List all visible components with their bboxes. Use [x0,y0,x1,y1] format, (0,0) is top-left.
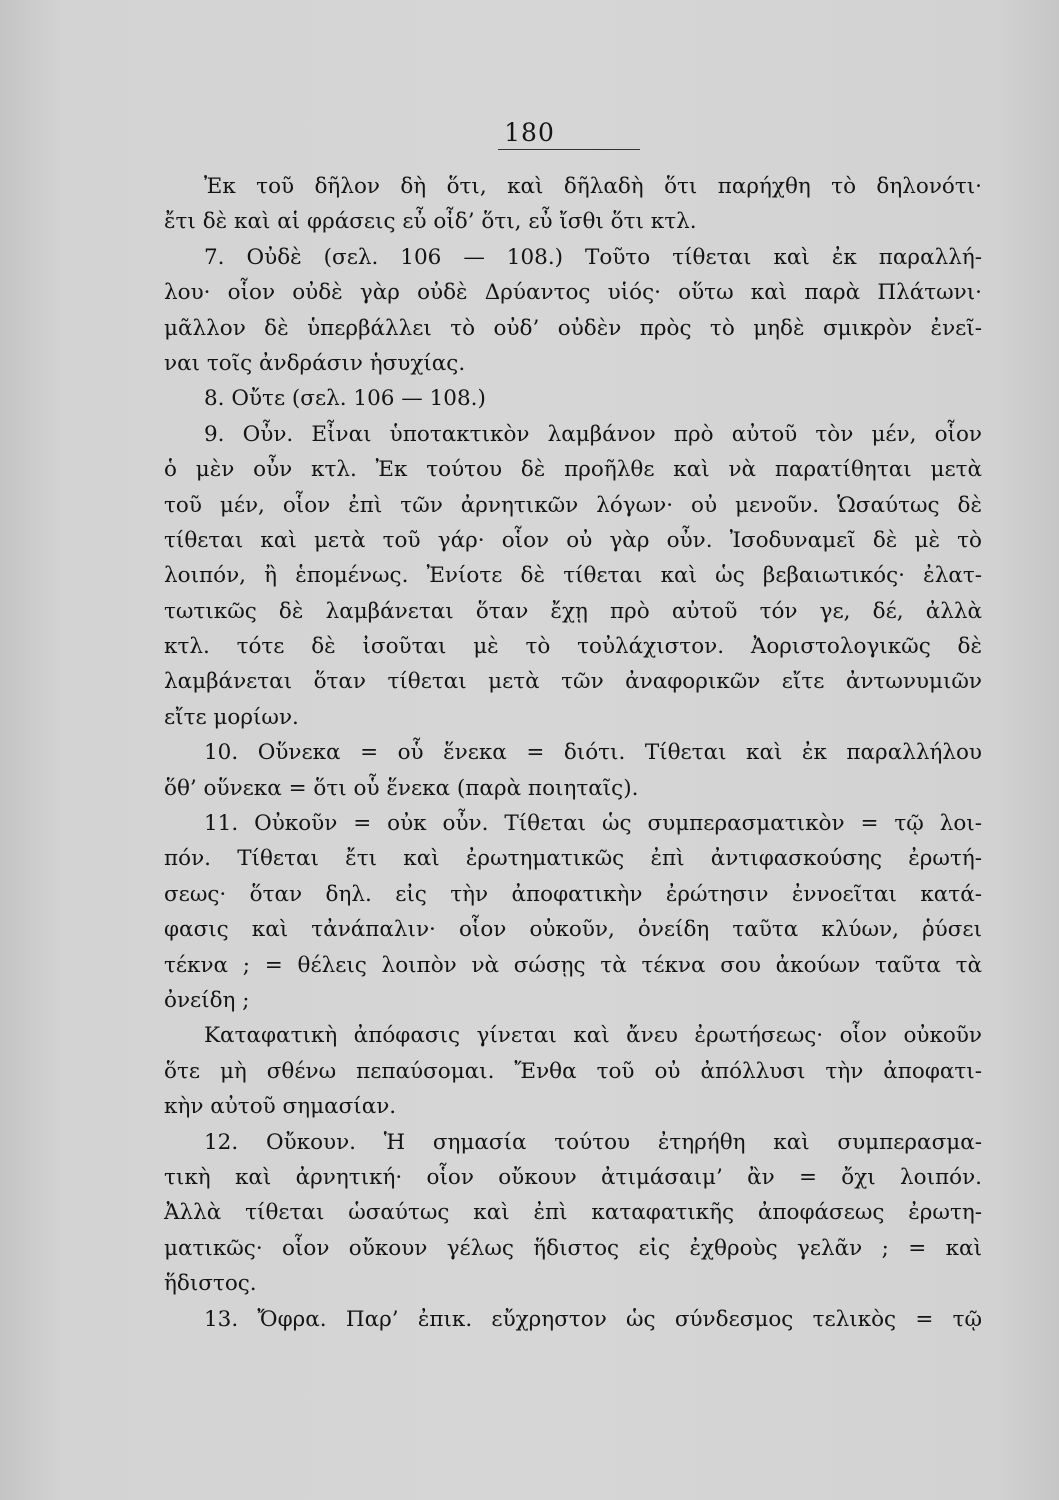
text-line: λοιπόν, ἢ ἑπομένως. Ἐνίοτε δὲ τίθεται καὶ ὡς βεβαιωτικός· ἐλατ- [164,563,982,589]
text-line: εἴτε μορίων. [164,704,299,730]
text-line: τίθεται καὶ μετὰ τοῦ γάρ· οἷον οὐ γὰρ οὖν. Ἰσοδυναμεῖ δὲ μὲ τὸ [164,527,982,553]
text-line: σεως· ὅταν δηλ. εἰς τὴν ἀποφατικὴν ἐρώτησιν ἐννοεῖται κατά- [164,881,982,907]
text-line: ματικῶς· οἷον οὔκουν γέλως ἥδιστος εἰς ἐχθροὺς γελᾶν ; = καὶ [164,1235,982,1261]
header-rule [498,149,640,150]
text-line: ναι τοῖς ἀνδράσιν ἡσυχίας. [164,350,466,376]
text-line: ὅτε μὴ σθένω πεπαύσομαι. Ἔνθα τοῦ οὐ ἀπόλλυσι τὴν ἀποφατι- [164,1058,982,1084]
text-line: ὀνείδη ; [164,987,250,1013]
text-line: Ἀλλὰ τίθεται ὡσαύτως καὶ ἐπὶ καταφατικῆς ἀποφάσεως ἐρωτη- [164,1200,982,1226]
text-line: 11. Οὐκοῦν = οὐκ οὖν. Τίθεται ὡς συμπερασματικὸν = τῷ λοι- [204,811,982,837]
text-line: 7. Οὐδὲ (σελ. 106 — 108.) Τοῦτο τίθεται καὶ ἐκ παραλλή- [204,244,982,270]
text-line: τέκνα ; = θέλεις λοιπὸν νὰ σώσῃς τὰ τέκνα σου ἀκούων ταῦτα τὰ [164,952,982,978]
text-line: πόν. Τίθεται ἔτι καὶ ἐρωτηματικῶς ἐπὶ ἀντιφασκούσης ἐρωτή- [164,846,982,872]
text-line: λου· οἷον οὐδὲ γὰρ οὐδὲ Δρύαντος υἱός· οὕτω καὶ παρὰ Πλάτωνι· [164,280,982,306]
text-line: ἔτι δὲ καὶ αἱ φράσεις εὖ οἶδ’ ὅτι, εὖ ἴσθι ὅτι κτλ. [164,209,697,235]
text-line: τικὴ καὶ ἀρνητική· οἷον οὔκουν ἀτιμάσαιμ’ ἂν = ὄχι λοιπόν. [164,1164,982,1190]
text-line: 9. Οὖν. Εἶναι ὑποτακτικὸν λαμβάνον πρὸ αὐτοῦ τὸν μέν, οἷον [204,421,982,447]
text-line: λαμβάνεται ὅταν τίθεται μετὰ τῶν ἀναφορικῶν εἴτε ἀντωνυμιῶν [164,669,982,695]
body-text [164,169,982,1337]
text-line: τοῦ μέν, οἷον ἐπὶ τῶν ἀρνητικῶν λόγων· οὐ μενοῦν. Ὡσαύτως δὲ [164,492,982,518]
text-line: τωτικῶς δὲ λαμβάνεται ὅταν ἔχῃ πρὸ αὐτοῦ τόν γε, δέ, ἀλλὰ [164,598,982,624]
text-line: ὅθ’ οὕνεκα = ὅτι οὗ ἕνεκα (παρὰ ποιηταῖς). [164,775,639,801]
text-line: 10. Οὕνεκα = οὗ ἕνεκα = διότι. Τίθεται καὶ ἐκ παραλλήλου [204,740,982,766]
text-line: 8. Οὔτε (σελ. 106 — 108.) [204,386,486,412]
text-line: κτλ. τότε δὲ ἰσοῦται μὲ τὸ τοὐλάχιστον. Ἀοριστολογικῶς δὲ [164,634,982,660]
text-line: ἥδιστος. [164,1271,257,1297]
text-line: 13. Ὄφρα. Παρ’ ἐπικ. εὔχρηστον ὡς σύνδεσμος τελικὸς = τῷ [204,1306,982,1332]
text-line: φασις καὶ τἀνάπαλιν· οἷον οὐκοῦν, ὀνείδη ταῦτα κλύων, ῥύσει [164,917,982,943]
text-line: Ἐκ τοῦ δῆλον δὴ ὅτι, καὶ δῆλαδὴ ὅτι παρήχθη τὸ δηλονότι· [204,174,982,199]
text-line: μᾶλλον δὲ ὑπερβάλλει τὸ οὐδ’ οὐδὲν πρὸς τὸ μηδὲ σμικρὸν ἐνεῖ- [164,315,982,341]
text-line: ὁ μὲν οὖν κτλ. Ἐκ τούτου δὲ προῆλθε καὶ νὰ παρατίθηται μετὰ [164,457,982,483]
text-line: Καταφατικὴ ἀπόφασις γίνεται καὶ ἄνευ ἐρωτήσεως· οἷον οὐκοῦν [204,1023,982,1049]
text-line: 12. Οὔκουν. Ἡ σημασία τούτου ἐτηρήθη καὶ συμπερασμα- [204,1129,982,1155]
text-line: κὴν αὐτοῦ σημασίαν. [164,1094,397,1120]
page-number: 180 [504,118,555,147]
